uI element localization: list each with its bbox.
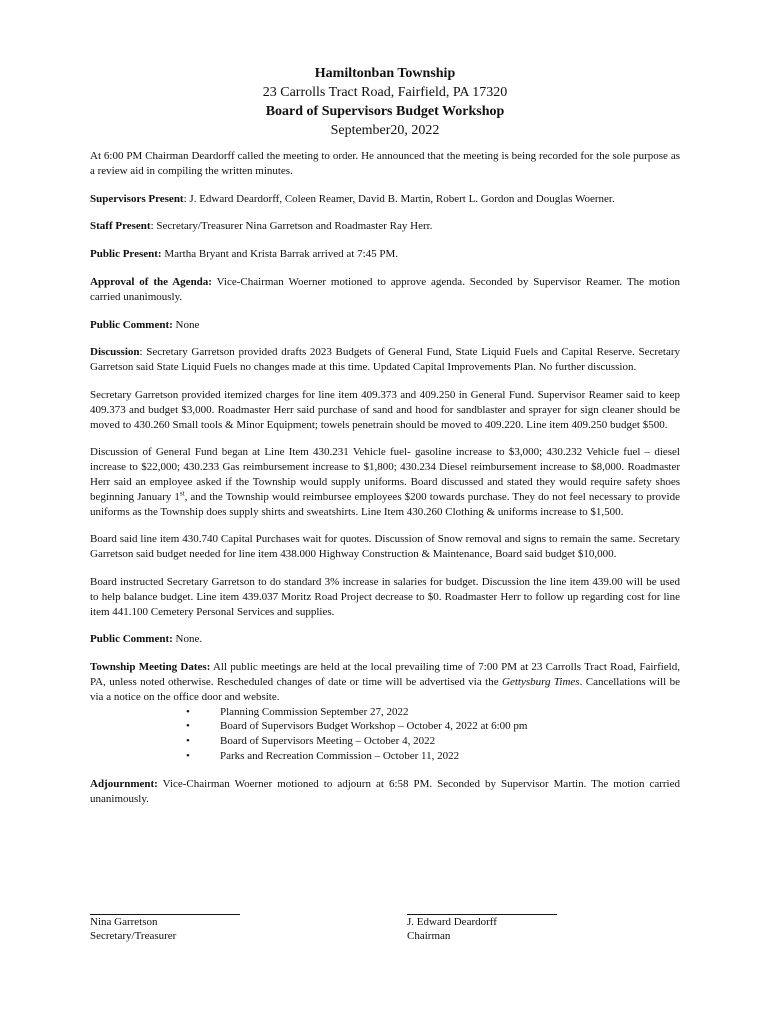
list-item xyxy=(90,705,680,720)
comment1-label: Public Comment: xyxy=(90,318,173,331)
secretary-title: Secretary/Treasurer xyxy=(90,930,177,943)
meeting-item: Board of Supervisors Meeting – October 4, 2022 xyxy=(220,735,436,748)
bullet-icon: • xyxy=(186,735,190,748)
meeting-dates xyxy=(90,660,680,704)
public-text: Martha Bryant and Krista Barrak arrived at 7:45 PM. xyxy=(161,248,399,261)
general-fund-text-a: Discussion of General Fund began at Line Item 430.231 Vehicle fuel- gasoline increase to $3,000; 430.232 Vehicle fuel – diesel increase to $22,000; 430.233 Gas reimbursement increase to $1,800; 430.234 Diesel reimbursement increase to $8,000. Roadmaster Herr said an employee asked if the Township would supply uniforms. Board discussed and stated they would require safety shoes beginning January 1 xyxy=(90,446,680,503)
call-to-order: At 6:00 PM Chairman Deardorff called the meeting to order. He announced that the meeting is being recorded for the sole purpose as a review aid in compiling the written minutes. xyxy=(90,150,680,177)
bullet-icon: • xyxy=(186,720,190,733)
township-address: 23 Carrolls Tract Road, Fairfield, PA 17320 xyxy=(262,85,508,100)
list-item xyxy=(90,734,680,749)
general-fund-text-b: , and the Township would reimbursee employees $200 towards purchase. They do not feel necessary to provide uniforms as the Township does supply shirts and sweatshirts. Line Item 430.260 Clothing & uniforms increase to $1,500. xyxy=(90,490,680,518)
dates-text-2: . Cancellations will be via a notice on the office door and website. xyxy=(90,675,680,703)
comment1-text: None xyxy=(172,318,200,331)
staff-label: Staff Present xyxy=(90,220,151,233)
adjourn-text: Vice-Chairman Woerner motioned to adjourn at 6:58 PM. Seconded by Supervisor Martin. The motion carried unanimously. xyxy=(90,777,680,805)
list-item xyxy=(90,719,680,734)
dates-label: Township Meeting Dates: xyxy=(90,661,211,674)
agenda-approval xyxy=(90,275,680,305)
supervisors-label: Supervisors Present xyxy=(90,192,184,205)
bullet-icon: • xyxy=(186,749,190,762)
general-fund-discussion xyxy=(90,445,680,519)
meeting-list xyxy=(90,705,680,764)
meeting-item: Board of Supervisors Budget Workshop – October 4, 2022 at 6:00 pm xyxy=(220,720,528,733)
salaries-discussion: Board instructed Secretary Garretson to do standard 3% increase in salaries for budget. Discussion the line item 439.00 will be used to help balance budget. Line item 439.037 Moritz Road Project decrease to $0. Roadmaster Herr to follow up regarding cost for line item 441.100 Cemetery Personal Services and supplies. xyxy=(90,575,680,618)
discussion-label: Discussion xyxy=(90,346,140,359)
secretary-name: Nina Garretson xyxy=(90,916,158,928)
supervisors-present xyxy=(90,192,680,207)
chairman-title: Chairman xyxy=(407,930,451,943)
itemized-charges: Secretary Garretson provided itemized charges for line item 409.373 and 409.250 in General Fund. Supervisor Reamer said to keep 409.373 and budget $3,000. Roadmaster Herr said purchase of sand and hood for sandblaster and sprayer for sign cleaner should be moved to 430.260 Small tools & Minor Equipment; towels penetrain should be moved to 409.220. Line item 409.250 budget $500. xyxy=(90,388,680,431)
meeting-title: Board of Supervisors Budget Workshop xyxy=(265,104,505,119)
capital-purchases: Board said line item 430.740 Capital Purchases wait for quotes. Discussion of Snow removal and signs to remain the same. Secretary Garretson said budget needed for line item 438.000 Highway Construction & Maintenance, Board said budget $10,000. xyxy=(90,533,680,561)
supervisors-text: : J. Edward Deardorff, Coleen Reamer, David B. Martin, Robert L. Gordon and Douglas Woerner. xyxy=(183,192,615,205)
signature-block xyxy=(90,898,680,958)
document-header xyxy=(90,64,680,140)
agenda-text: Vice-Chairman Woerner motioned to approve agenda. Seconded by Supervisor Reamer. The motion carried unanimously. xyxy=(90,275,680,303)
dates-text: All public meetings are held at the local prevailing time of 7:00 PM at 23 Carrolls Tract Road, Fairfield, PA, unless noted otherwise. Rescheduled changes of date or time will be advertised via the xyxy=(90,661,680,688)
agenda-label: Approval of the Agenda: xyxy=(90,275,212,288)
discussion-text: : Secretary Garretson provided drafts 2023 Budgets of General Fund, State Liquid Fuels and Capital Reserve. Secretary Garretson said State Liquid Fuels no changes made at this time. Updated Capital Improvements Plan. No further discussion. xyxy=(90,346,680,374)
public-comment-1 xyxy=(90,318,680,333)
meeting-item: Planning Commission September 27, 2022 xyxy=(220,705,409,718)
bullet-icon: • xyxy=(186,705,190,718)
public-comment-2 xyxy=(90,632,680,647)
public-present xyxy=(90,247,680,262)
chairman-signature xyxy=(407,898,567,944)
ordinal-superscript: st xyxy=(179,489,185,498)
comment2-text: None. xyxy=(172,633,203,646)
comment2-label: Public Comment: xyxy=(90,633,173,646)
township-name: Hamiltonban Township xyxy=(314,66,456,81)
list-item xyxy=(90,749,680,764)
discussion xyxy=(90,345,680,375)
meeting-item: Parks and Recreation Commission – October 11, 2022 xyxy=(220,749,460,762)
adjourn-label: Adjournment: xyxy=(90,777,158,790)
meeting-date: September20, 2022 xyxy=(330,123,440,138)
chairman-name: J. Edward Deardorff xyxy=(407,916,497,928)
public-label: Public Present: xyxy=(90,248,162,261)
secretary-signature xyxy=(90,898,250,944)
newspaper-name: Gettysburg Times xyxy=(502,675,580,688)
staff-text: : Secretary/Treasurer Nina Garretson and Roadmaster Ray Herr. xyxy=(150,220,433,233)
staff-present xyxy=(90,219,680,234)
adjournment xyxy=(90,777,680,807)
